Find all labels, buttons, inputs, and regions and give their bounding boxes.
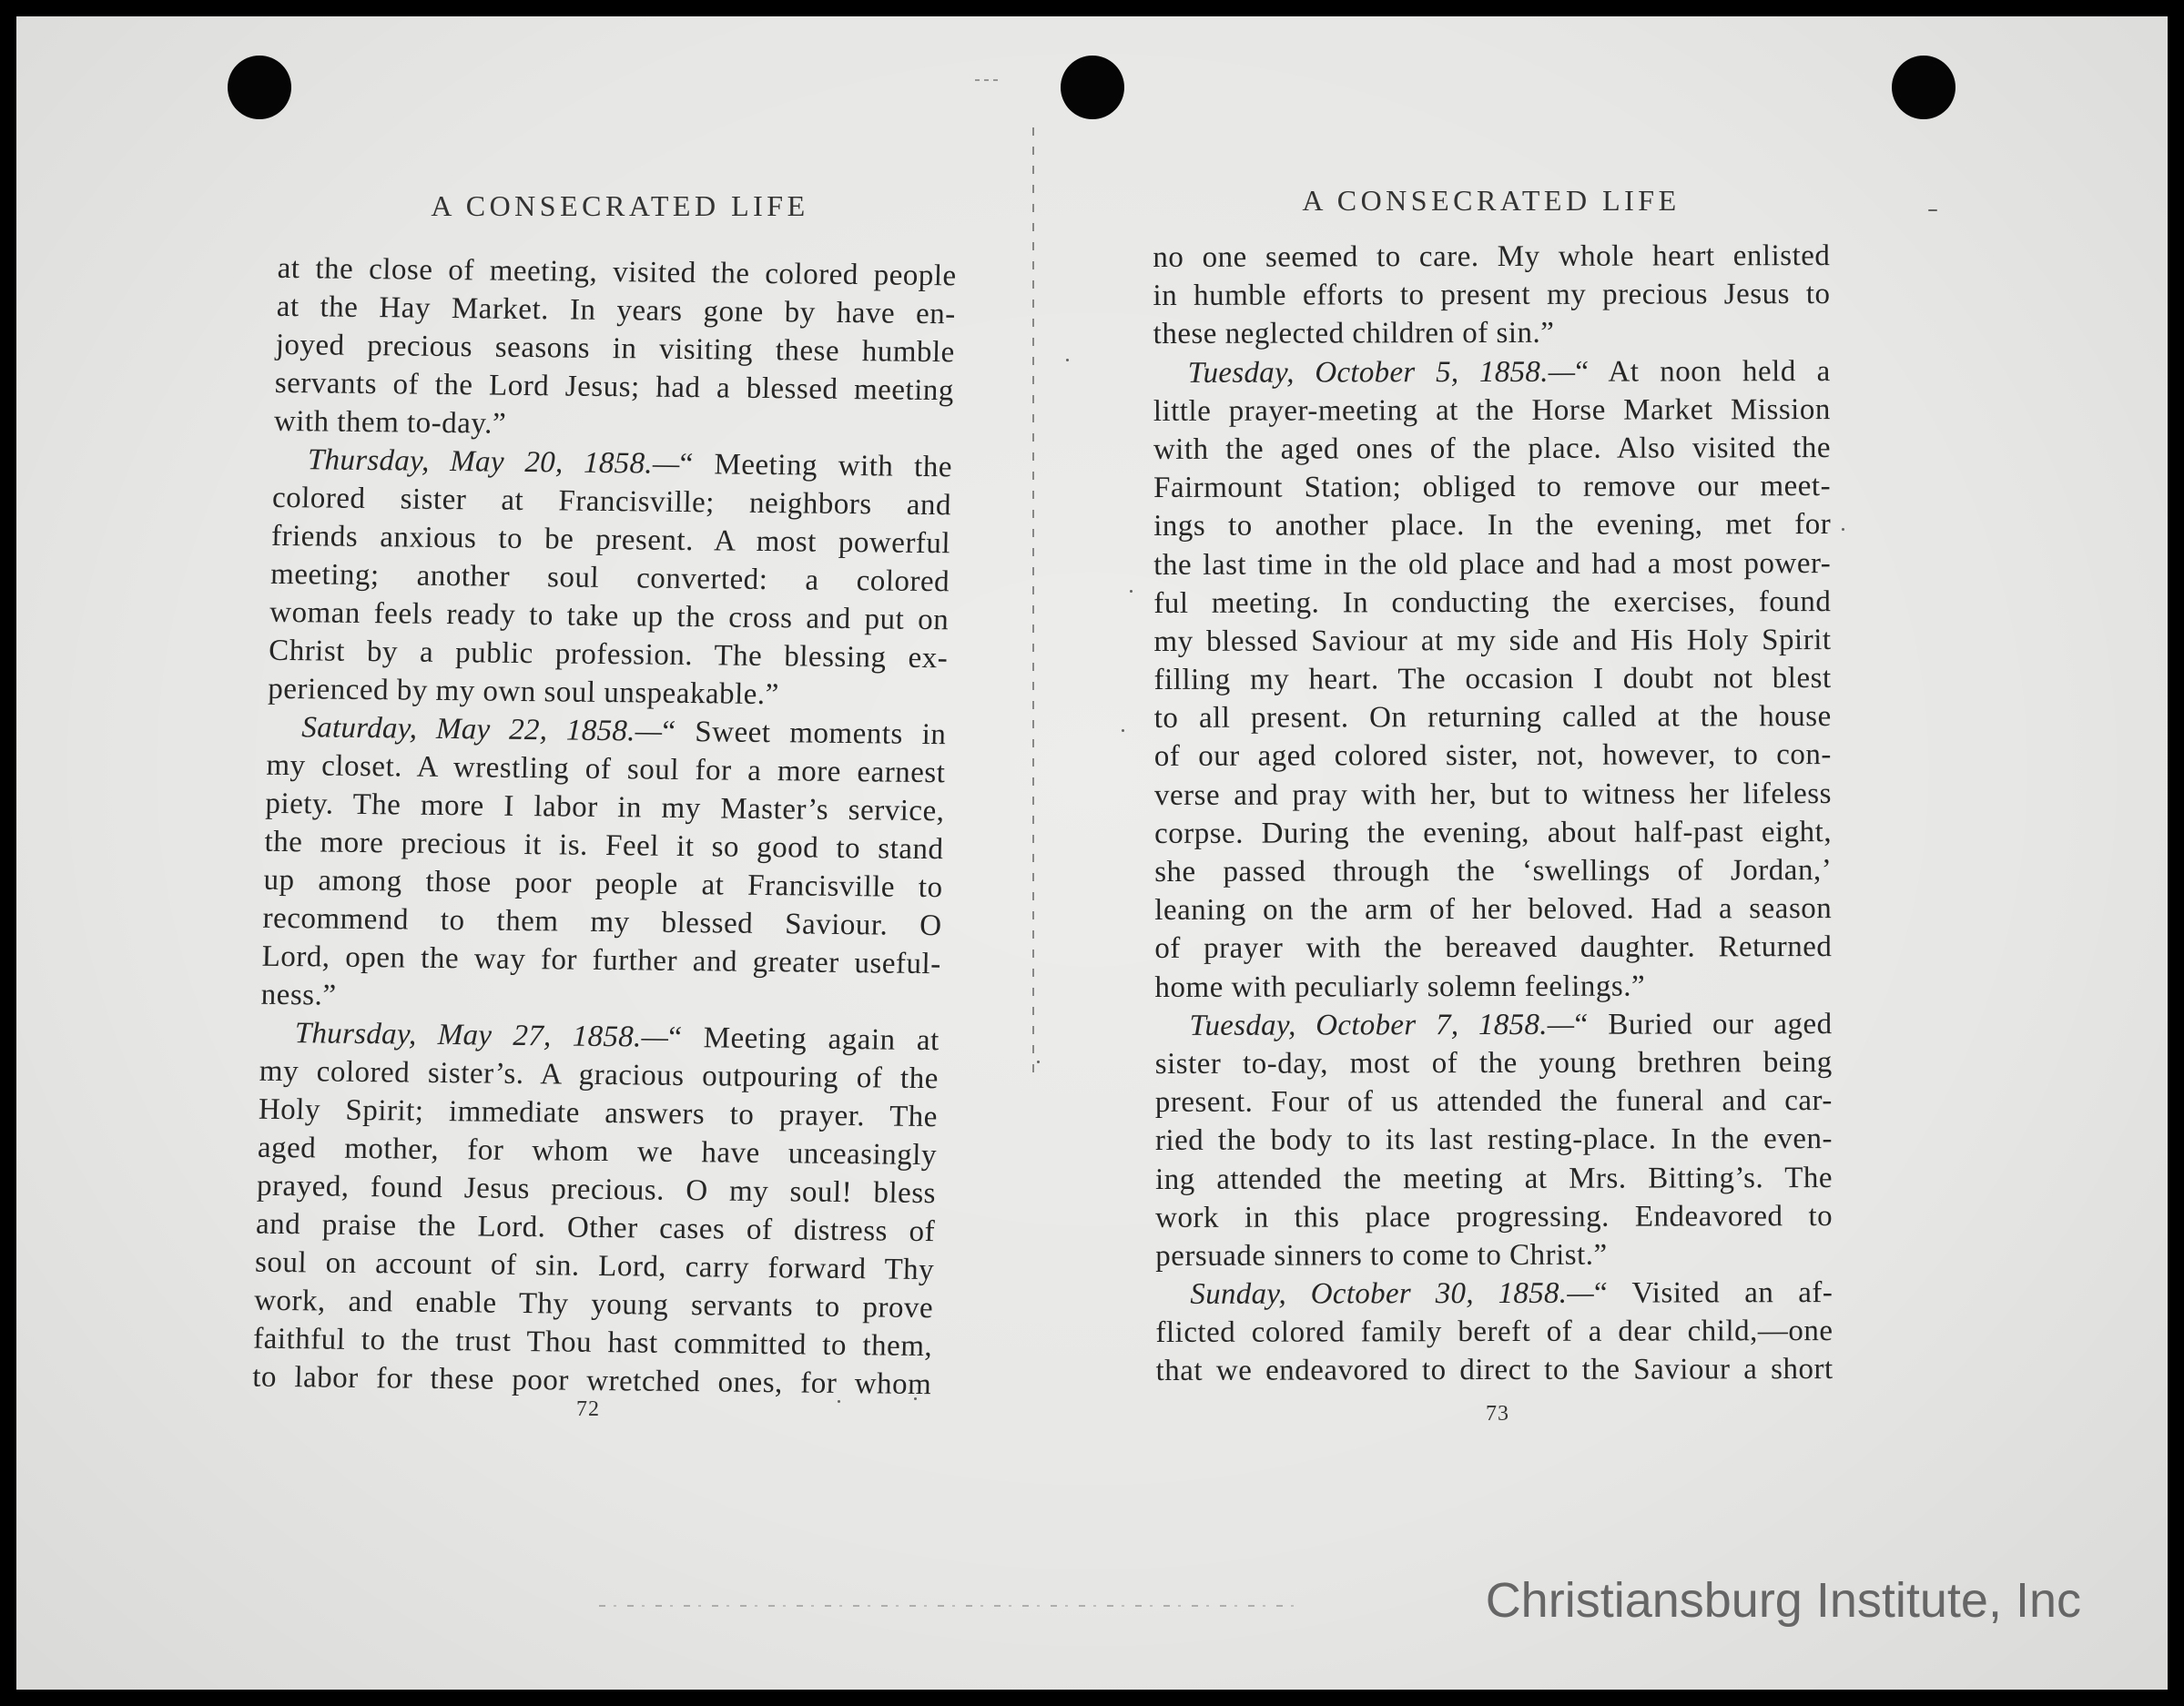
text-line: aged mother, for whom we have unceasingly	[257, 1131, 938, 1173]
text-line: soul on account of sin. Lord, carry forward Thy	[254, 1245, 935, 1287]
page-gutter-fold	[1032, 127, 1034, 1074]
text-line: ing attended the meeting at Mrs. Bitting’s. The	[1155, 1161, 1834, 1196]
text-line: servants of the Lord Jesus; had a blessed meeting	[274, 366, 955, 408]
watermark: Christiansburg Institute, Inc	[1485, 1573, 2081, 1628]
right-page-body	[1153, 237, 1833, 1391]
text-line: ness.”	[260, 978, 337, 1012]
page-number-left: 72	[576, 1397, 600, 1421]
text-line: piety. The more I labor in my Master’s service,	[265, 787, 945, 828]
text-line: with the aged ones of the place. Also visited the	[1153, 431, 1831, 466]
speck	[1842, 528, 1844, 531]
text-line: my closet. A wrestling of soul for a more earnest	[266, 748, 946, 790]
text-line: friends anxious to be present. A most powerful	[270, 519, 951, 561]
text-line: ried the body to its last resting-place. In the even-	[1154, 1122, 1833, 1158]
text-line: Christ by a public profession. The blessing ex-	[268, 634, 949, 675]
paragraph	[1155, 1005, 1834, 1275]
text-line: verse and pray with her, but to witness her lifeless	[1153, 777, 1832, 812]
punch-hole	[228, 56, 291, 119]
paragraph	[1153, 352, 1833, 1007]
text-line: Lord, open the way for further and greater useful-	[261, 939, 942, 981]
entry-text: “ At noon held a	[1575, 354, 1831, 389]
text-line: Holy Spirit; immediate answers to prayer. The	[258, 1092, 939, 1134]
speck	[1122, 729, 1124, 732]
text-line: the more precious it is. Feel it so good to stand	[264, 825, 944, 867]
text-line: woman feels ready to take up the cross and put on	[269, 595, 950, 637]
entry-text: “ Visited an af-	[1593, 1276, 1834, 1310]
text-line: filling my heart. The occasion I doubt not blest	[1153, 662, 1832, 697]
text-line: to labor for these poor wretched ones, for whom	[251, 1360, 932, 1402]
text-line: at the close of meeting, visited the colored people	[277, 251, 958, 293]
text-line: meeting; another soul converted: a colored	[269, 557, 950, 599]
text-line: and praise the Lord. Other cases of distress of	[255, 1207, 936, 1249]
text-line: my colored sister’s. A gracious outpouring of the	[259, 1054, 940, 1096]
entry-text: “ Meeting again at	[667, 1021, 940, 1058]
text-line	[1155, 1005, 1833, 1045]
text-line	[1155, 1274, 1833, 1314]
text-line: present. Four of us attended the funeral and car-	[1154, 1084, 1833, 1120]
text-line: perienced by my own soul unspeakable.”	[267, 672, 780, 712]
text-line	[1153, 352, 1831, 392]
speck	[1037, 1061, 1040, 1063]
text-line: up among those poor people at Francisville to	[263, 863, 943, 905]
text-line: ful meeting. In conducting the exercises, found	[1153, 584, 1832, 620]
running-header-right: A CONSECRATED LIFE	[1302, 184, 1681, 217]
text-line: recommend to them my blessed Saviour. O	[262, 901, 943, 943]
text-line: with them to-day.”	[273, 404, 507, 441]
page-number-right: 73	[1486, 1402, 1509, 1426]
text-line: at the Hay Market. In years gone by have en-	[276, 289, 957, 331]
text-line: persuade sinners to come to Christ.”	[1155, 1238, 1608, 1273]
text-line: sister to-day, most of the young brethren being	[1154, 1045, 1833, 1081]
text-line: work in this place progressing. Endeavored to	[1155, 1199, 1834, 1234]
entry-text: “ Sweet moments in	[662, 715, 947, 752]
paragraph	[1155, 1274, 1833, 1391]
entry-date: Tuesday, October 5, 1858.—	[1187, 355, 1576, 390]
text-line: that we endeavored to direct to the Saviour a short	[1155, 1353, 1834, 1388]
entry-date: Saturday, May 22, 1858.—	[300, 711, 663, 748]
paragraph	[268, 441, 953, 716]
running-header-left: A CONSECRATED LIFE	[431, 189, 809, 222]
entry-text: “ Buried our aged	[1574, 1007, 1833, 1041]
scan-mark	[975, 79, 999, 81]
text-line: no one seemed to care. My whole heart enlisted	[1153, 239, 1831, 274]
text-line: work, and enable Thy young servants to prove	[253, 1284, 934, 1325]
text-line: little prayer-meeting at the Horse Market Mission	[1153, 392, 1831, 428]
entry-date: Tuesday, October 7, 1858.—	[1189, 1008, 1575, 1042]
speck	[1066, 359, 1069, 361]
punch-hole	[1061, 56, 1124, 119]
paragraph	[252, 1014, 940, 1404]
text-line: flicted colored family bereft of a dear child,—one	[1155, 1315, 1834, 1350]
speck	[1928, 209, 1937, 211]
text-line: colored sister at Francisville; neighbors and	[271, 481, 952, 523]
entry-date: Thursday, May 20, 1858.—	[307, 443, 680, 481]
text-line: faithful to the trust Thou hast committed to them,	[252, 1322, 933, 1364]
text-line: joyed precious seasons in visiting these humble	[275, 328, 956, 370]
text-line: home with peculiarly solemn feelings.”	[1154, 970, 1646, 1004]
paragraph	[273, 249, 957, 448]
punch-hole	[1892, 56, 1955, 119]
text-line: of our aged colored sister, not, however, to con-	[1153, 738, 1832, 774]
text-line: corpse. During the evening, about half-past eight,	[1154, 815, 1833, 850]
scan-mark	[599, 1605, 1295, 1607]
text-line: ings to another place. In the evening, met for	[1153, 508, 1832, 543]
text-line: leaning on the arm of her beloved. Had a season	[1154, 892, 1833, 928]
text-line: she passed through the ‘swellings of Jordan,’	[1154, 854, 1833, 889]
entry-date: Sunday, October 30, 1858.—	[1190, 1276, 1595, 1311]
speck	[1130, 590, 1133, 593]
entry-text: “ Meeting with the	[679, 447, 953, 484]
text-line: in humble efforts to present my precious Jesus to	[1153, 278, 1831, 313]
text-line: my blessed Saviour at my side and His Holy Spirit	[1153, 623, 1832, 658]
paragraph	[260, 708, 947, 1021]
text-line: Fairmount Station; obliged to remove our meet-	[1153, 470, 1832, 505]
text-line: prayed, found Jesus precious. O my soul! bless	[256, 1169, 937, 1211]
left-page-body	[252, 249, 957, 1404]
text-line: to all present. On returning called at the house	[1153, 700, 1832, 736]
text-line: the last time in the old place and had a most power-	[1153, 546, 1832, 582]
paragraph	[1153, 237, 1830, 354]
entry-date: Thursday, May 27, 1858.—	[294, 1017, 669, 1054]
text-line: these neglected children of sin.”	[1153, 317, 1555, 351]
text-line: of prayer with the bereaved daughter. Returned	[1154, 930, 1833, 966]
